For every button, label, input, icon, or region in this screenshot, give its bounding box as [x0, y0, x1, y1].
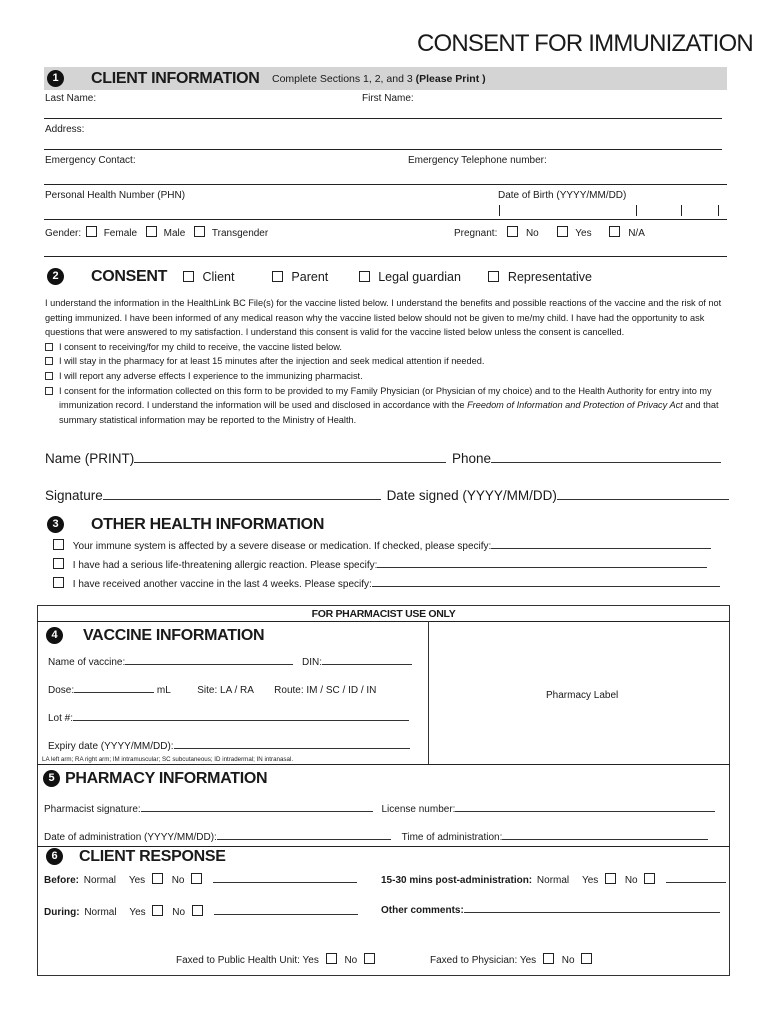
- last-name-field[interactable]: [44, 118, 722, 119]
- transgender-label: Transgender: [211, 228, 269, 239]
- section1-bottom-rule: [44, 256, 727, 257]
- pregnant-yes-label: Yes: [575, 228, 592, 239]
- consent-text: [45, 296, 727, 427]
- section5-bottom-rule: [37, 846, 730, 847]
- consent-item-2-checkbox[interactable]: [45, 357, 53, 365]
- fax-physician-yes-checkbox[interactable]: [543, 953, 554, 964]
- vaccine-name-label: Name of vaccine:: [48, 657, 126, 668]
- during-yes-checkbox[interactable]: [152, 905, 163, 916]
- dob-field[interactable]: [499, 205, 721, 216]
- address-field[interactable]: [44, 149, 722, 150]
- fax-phu-row: [176, 953, 375, 966]
- before-yes-checkbox[interactable]: [152, 873, 163, 884]
- section5-heading: PHARMACY INFORMATION: [65, 770, 268, 787]
- date-signed-field[interactable]: [557, 499, 729, 500]
- emergency-contact-field[interactable]: [44, 184, 727, 185]
- consent-item-2-text: I will stay in the pharmacy for at least 15 minutes after the injection and seek medical attention if needed.: [59, 356, 485, 367]
- lot-field[interactable]: [73, 720, 409, 721]
- consent-item-2: [45, 354, 727, 369]
- parent-checkbox[interactable]: [272, 271, 283, 282]
- site-label: Site: LA / RA: [197, 685, 254, 696]
- dob-label: Date of Birth (YYYY/MM/DD): [498, 190, 627, 201]
- emergency-contact-label: Emergency Contact:: [45, 155, 136, 166]
- section3-heading: OTHER HEALTH INFORMATION: [91, 516, 325, 533]
- during-label: During:: [44, 907, 80, 918]
- lot-row: [48, 713, 409, 724]
- admin-date-row: [44, 832, 708, 843]
- pregnant-no-checkbox[interactable]: [507, 226, 518, 237]
- expiry-row: [48, 741, 410, 752]
- male-label: Male: [163, 228, 186, 239]
- expiry-field[interactable]: [174, 748, 410, 749]
- fax-phu-yes-checkbox[interactable]: [326, 953, 337, 964]
- last-name-label: Last Name:: [45, 93, 97, 104]
- consent-item-4-text-b: and that summary statistical information may be reported to the Ministry of Health.: [59, 400, 719, 425]
- section1-number-badge: 1: [47, 70, 64, 87]
- route-legend: LA left arm; RA right arm; IM intramuscular; SC subcutaneous; ID intradermal; IN intranasal.: [42, 756, 294, 763]
- fax-phu-label: Faxed to Public Health Unit: Yes: [176, 955, 319, 966]
- parent-label: Parent: [291, 270, 329, 284]
- pregnant-label: Pregnant:: [454, 228, 498, 239]
- consent-item-4-text-a: I consent for the information collected on this form to be provided to my Family Physician (or Physician of my choice) and to the Health Authority for entry into my immunization record. I understand the information will be used and disclosed in accordance with the: [59, 385, 712, 411]
- vaccine-name-field[interactable]: [125, 664, 293, 665]
- transgender-checkbox[interactable]: [194, 226, 205, 237]
- health-q3-row: [53, 577, 720, 590]
- representative-checkbox[interactable]: [488, 271, 499, 282]
- dose-row: [48, 685, 376, 696]
- section6-heading: CLIENT RESPONSE: [79, 848, 226, 865]
- section1-instruction: [272, 73, 486, 85]
- consent-item-1-text: I consent to receiving/for my child to receive, the vaccine listed below.: [59, 341, 342, 352]
- consent-item-3-text: I will report any adverse effects I experience to the immunizing pharmacist.: [59, 370, 363, 381]
- representative-label: Representative: [507, 270, 592, 284]
- consent-item-3-checkbox[interactable]: [45, 372, 53, 380]
- health-q1-field[interactable]: [491, 548, 711, 549]
- lot-label: Lot #:: [48, 713, 74, 724]
- during-yes-label: Yes: [129, 907, 146, 918]
- consent-paragraph: I understand the information in the HealthLink BC File(s) for the vaccine listed below. I understand the benefits and possible reactions of the vaccine and the risk of not getting immunized. I have been informed of any medical reason why the vaccine listed below should not be given to me/my child. I have had the opportunity to ask questions that were answered to my satisfaction. I understand this consent is valid for the vaccine listed below unless the consent is cancelled.: [45, 298, 722, 338]
- signature-label: Signature: [45, 488, 103, 503]
- phn-field[interactable]: [44, 219, 727, 220]
- section4-heading: VACCINE INFORMATION: [83, 627, 265, 644]
- vaccine-name-row: [48, 657, 412, 668]
- fax-physician-label: Faxed to Physician: Yes: [430, 955, 537, 966]
- pregnant-row: [454, 226, 645, 239]
- client-label: Client: [202, 270, 235, 284]
- before-no-checkbox[interactable]: [191, 873, 202, 884]
- male-checkbox[interactable]: [146, 226, 157, 237]
- post-admin-row: [381, 873, 726, 886]
- din-field[interactable]: [322, 664, 412, 665]
- post-normal-label: Normal: [536, 875, 570, 886]
- phone-label: Phone: [452, 451, 492, 466]
- fax-physician-no-label: No: [561, 955, 575, 966]
- section1-instruction-bold: (Please Print ): [415, 73, 486, 85]
- female-checkbox[interactable]: [86, 226, 97, 237]
- signature-field[interactable]: [103, 499, 381, 500]
- license-field[interactable]: [455, 811, 715, 812]
- pharmacist-signature-label: Pharmacist signature:: [44, 804, 141, 815]
- name-print-row: [45, 451, 721, 466]
- consent-item-4-checkbox[interactable]: [45, 387, 53, 395]
- health-q1-checkbox[interactable]: [53, 539, 64, 550]
- section2-heading: CONSENT: [91, 268, 168, 285]
- health-q1-row: [53, 539, 711, 552]
- before-label: Before:: [44, 875, 80, 886]
- pharmacist-only-header: FOR PHARMACIST USE ONLY: [311, 608, 456, 620]
- pharmacy-label: Pharmacy Label: [546, 690, 619, 701]
- health-q2-row: [53, 558, 707, 571]
- before-normal-label: Normal: [83, 875, 117, 886]
- name-print-field[interactable]: [134, 462, 446, 463]
- fax-phu-no-checkbox[interactable]: [364, 953, 375, 964]
- consent-item-4: [45, 384, 727, 428]
- admin-time-field[interactable]: [502, 839, 708, 840]
- admin-time-label: Time of administration:: [401, 832, 503, 843]
- address-label: Address:: [45, 124, 85, 135]
- pregnant-na-checkbox[interactable]: [609, 226, 620, 237]
- dose-field[interactable]: [74, 692, 154, 693]
- other-comments-field[interactable]: [464, 912, 720, 913]
- section6-number-badge: 6: [46, 848, 63, 865]
- female-label: Female: [103, 228, 138, 239]
- post-field[interactable]: [666, 882, 726, 883]
- post-no-label: No: [624, 875, 638, 886]
- pharmacist-signature-row: [44, 804, 715, 815]
- during-field[interactable]: [214, 914, 358, 915]
- pregnant-yes-checkbox[interactable]: [557, 226, 568, 237]
- dose-label: Dose:: [48, 685, 75, 696]
- health-q3-checkbox[interactable]: [53, 577, 64, 588]
- section4-number-badge: 4: [46, 627, 63, 644]
- post-admin-label: 15-30 mins post-administration:: [381, 875, 533, 886]
- other-comments-row: [381, 905, 720, 916]
- legal-guardian-checkbox[interactable]: [359, 271, 370, 282]
- health-q2-text: I have had a serious life-threatening allergic reaction. Please specify:: [72, 560, 378, 571]
- section3-number-badge: 3: [47, 516, 64, 533]
- client-checkbox[interactable]: [183, 271, 194, 282]
- consent-item-3: [45, 369, 727, 384]
- consent-item-1-checkbox[interactable]: [45, 343, 53, 351]
- before-field[interactable]: [213, 882, 357, 883]
- din-label: DIN:: [302, 657, 323, 668]
- section1-instruction-text: Complete Sections 1, 2, and 3: [272, 73, 413, 85]
- before-row: [44, 873, 357, 886]
- during-row: [44, 905, 358, 918]
- section5-number-badge: 5: [43, 770, 60, 787]
- phone-field[interactable]: [491, 462, 721, 463]
- health-q3-field[interactable]: [372, 586, 720, 587]
- section2-number-badge: 2: [47, 268, 64, 285]
- gender-row: [45, 226, 268, 239]
- license-label: License number:: [381, 804, 456, 815]
- fax-physician-no-checkbox[interactable]: [581, 953, 592, 964]
- ml-unit: mL: [156, 685, 171, 696]
- during-no-label: No: [172, 907, 186, 918]
- health-q2-field[interactable]: [377, 567, 707, 568]
- legal-guardian-label: Legal guardian: [378, 270, 461, 284]
- post-yes-checkbox[interactable]: [605, 873, 616, 884]
- before-no-label: No: [171, 875, 185, 886]
- health-q1-text: Your immune system is affected by a severe disease or medication. If checked, please specify:: [72, 541, 492, 552]
- pregnant-na-label: N/A: [628, 228, 645, 239]
- pregnant-no-label: No: [525, 228, 539, 239]
- health-q2-checkbox[interactable]: [53, 558, 64, 569]
- admin-date-label: Date of administration (YYYY/MM/DD):: [44, 832, 217, 843]
- phn-label: Personal Health Number (PHN): [45, 190, 186, 201]
- admin-date-field[interactable]: [217, 839, 391, 840]
- section1-heading: CLIENT INFORMATION: [91, 70, 260, 87]
- pharmacist-header-rule: [37, 621, 730, 622]
- pharmacist-signature-field[interactable]: [141, 811, 373, 812]
- expiry-label: Expiry date (YYYY/MM/DD):: [48, 741, 174, 752]
- health-q3-text: I have received another vaccine in the last 4 weeks. Please specify:: [72, 579, 372, 590]
- emergency-phone-label: Emergency Telephone number:: [408, 155, 547, 166]
- fax-physician-row: [430, 953, 592, 966]
- during-normal-label: Normal: [84, 907, 117, 918]
- during-no-checkbox[interactable]: [192, 905, 203, 916]
- section4-bottom-rule: [37, 764, 730, 765]
- route-label: Route: IM / SC / ID / IN: [274, 685, 377, 696]
- name-print-label: Name (PRINT): [45, 451, 135, 466]
- consent-item-4-act-name: Freedom of Information and Protection of Privacy Act: [467, 400, 683, 411]
- signature-row: [45, 488, 729, 503]
- vaccine-info-divider: [428, 621, 429, 764]
- page-title: CONSENT FOR IMMUNIZATION: [417, 30, 753, 57]
- date-signed-label: Date signed (YYYY/MM/DD): [386, 488, 557, 503]
- fax-phu-no-label: No: [344, 955, 358, 966]
- post-no-checkbox[interactable]: [644, 873, 655, 884]
- post-yes-label: Yes: [581, 875, 599, 886]
- consent-role-row: [183, 270, 592, 284]
- first-name-label: First Name:: [362, 93, 414, 104]
- before-yes-label: Yes: [128, 875, 146, 886]
- gender-label: Gender:: [45, 228, 82, 239]
- consent-item-1: [45, 340, 727, 355]
- other-comments-label: Other comments:: [381, 905, 464, 916]
